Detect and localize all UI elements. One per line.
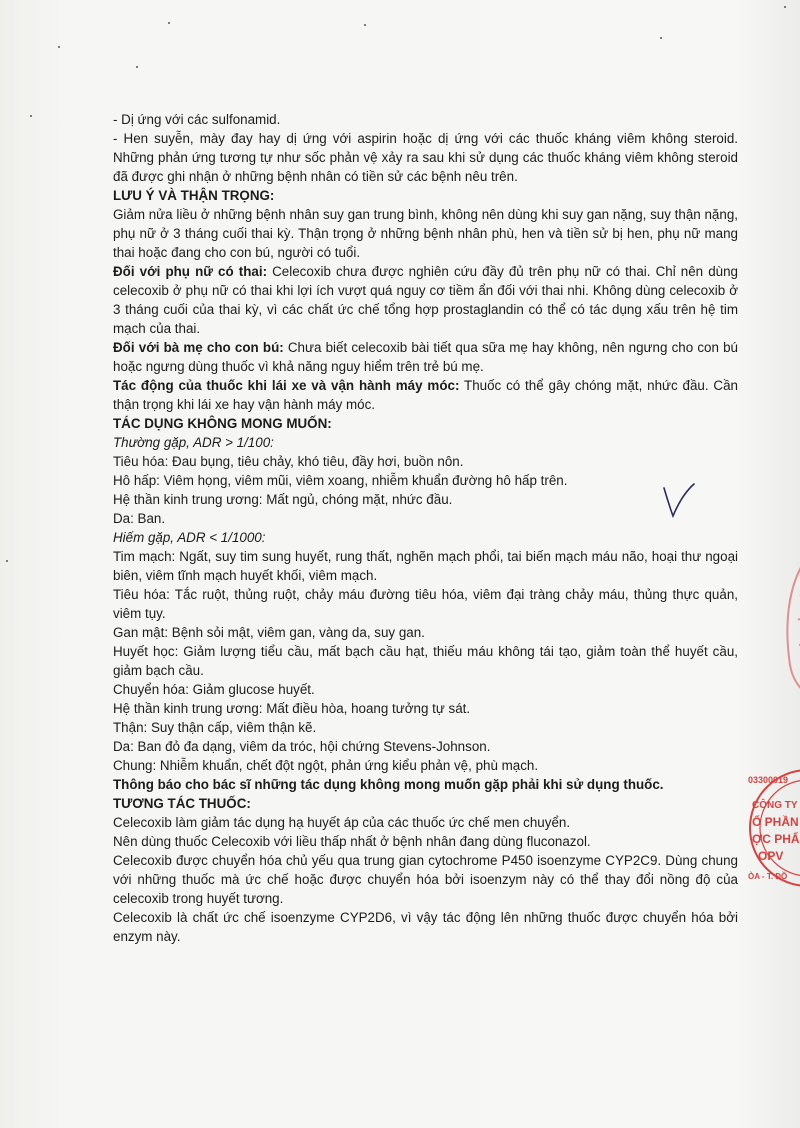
lactation-paragraph — [113, 338, 738, 376]
rare-general: Chung: Nhiễm khuẩn, chết đột ngột, phản ứng kiểu phản vệ, phù mạch. — [113, 758, 539, 773]
interaction-cyp2d6: Celecoxib là chất ức chế isoenzyme CYP2D6, vì vậy tác động lên những thuốc được chuyển hóa bởi enzym này. — [113, 910, 738, 944]
scan-speck — [136, 66, 138, 68]
interaction-fluconazol: Nên dùng thuốc Celecoxib với liều thấp nhất ở bệnh nhân đang dùng fluconazol. — [113, 834, 591, 849]
common-skin: Da: Ban. — [113, 511, 166, 526]
interaction-cyp2c9: Celecoxib được chuyển hóa chủ yếu qua trung gian cytochrome P450 isoenzyme CYP2C9. Dùng chung với những thuốc mà ức chế hoặc được chuyển hóa bởi isoenzym này có thể thay đổi nồng độ của celecoxib trong huyết tương. — [113, 853, 738, 906]
driving-text: Thuốc có thể gây chóng mặt, nhức đầu. Cần thận trọng khi lái xe hay vận hành máy móc. — [113, 378, 738, 412]
lactation-label: Đối với bà mẹ cho con bú: — [113, 340, 284, 355]
heading-adverse-effects: TÁC DỤNG KHÔNG MONG MUỐN: — [113, 416, 332, 431]
check-mark-icon — [660, 480, 700, 522]
document-body — [113, 110, 738, 946]
notify-doctor: Thông báo cho bác sĩ những tác dụng không mong muốn gặp phải khi sử dụng thuốc. — [113, 777, 664, 792]
scan-speck — [784, 6, 786, 8]
rare-hematology: Huyết học: Giảm lượng tiểu cầu, mất bạch cầu hạt, thiếu máu không tái tạo, giảm toàn thể huyết cầu, giảm bạch cầu. — [113, 644, 738, 678]
pregnancy-text: Celecoxib chưa được nghiên cứu đầy đủ trên phụ nữ có thai. Chỉ nên dùng celecoxib ở phụ nữ có thai khi lợi ích vượt quá nguy cơ tiềm ẩn đối với thai nhi. Không dùng celecoxib ở 3 tháng cuối của thai kỳ, vì các chất ức chế tổng hợp prostaglandin có thể có tác dụng xấu trên hệ tim mạch của thai. — [113, 264, 739, 336]
scan-speck — [6, 560, 8, 562]
scan-speck — [58, 46, 60, 48]
company-stamp — [738, 766, 800, 890]
contraindication-sulfonamid: - Dị ứng với các sulfonamid. — [113, 112, 281, 127]
interaction-ace: Celecoxib làm giảm tác dụng hạ huyết áp của các thuốc ức chế men chuyển. — [113, 815, 571, 830]
rare-kidney: Thận: Suy thận cấp, viêm thận kẽ. — [113, 720, 317, 735]
scan-speck — [660, 37, 662, 39]
driving-paragraph — [113, 376, 738, 414]
common-cns: Hệ thần kinh trung ương: Mất ngủ, chóng mặt, nhức đầu. — [113, 492, 453, 507]
pregnancy-paragraph — [113, 262, 738, 338]
scan-speck — [364, 24, 366, 26]
rare-digestive: Tiêu hóa: Tắc ruột, thủng ruột, chảy máu đường tiêu hóa, viêm đại tràng chảy máu, thủng thực quản, viêm tụy. — [113, 587, 738, 621]
stamp-line-company: CÔNG TY — [752, 800, 798, 811]
stamp-number: 03300019 — [748, 775, 789, 785]
stamp-fragment-icon — [770, 555, 800, 695]
scan-speck — [30, 115, 32, 117]
rare-hepatobiliary: Gan mật: Bệnh sỏi mật, viêm gan, vàng da, suy gan. — [113, 625, 425, 640]
driving-label: Tác động của thuốc khi lái xe và vận hành máy móc: — [113, 378, 460, 393]
stamp-line-address: ÒA - T. ĐỒ — [748, 872, 788, 881]
rare-skin: Da: Ban đỏ đa dạng, viêm da tróc, hội chứng Stevens-Johnson. — [113, 739, 491, 754]
common-respiratory: Hô hấp: Viêm họng, viêm mũi, viêm xoang, nhiễm khuẩn đường hô hấp trên. — [113, 473, 568, 488]
rare-label: Hiếm gặp, ADR < 1/1000: — [113, 530, 266, 545]
rare-metabolism: Chuyển hóa: Giảm glucose huyết. — [113, 682, 315, 697]
scan-speck — [168, 22, 170, 24]
common-label: Thường gặp, ADR > 1/100: — [113, 435, 274, 450]
stamp-line-share: Ổ PHẦN — [752, 815, 799, 829]
heading-interactions: TƯƠNG TÁC THUỐC: — [113, 796, 251, 811]
stamp-line-pharma: ỢC PHẨ — [752, 832, 800, 846]
stamp-line-opv: OPV — [758, 849, 784, 863]
lactation-text: Chưa biết celecoxib bài tiết qua sữa mẹ hay không, nên ngưng cho con bú hoặc ngưng dùng thuốc vì khả năng nguy hiểm trên trẻ bú mẹ. — [113, 340, 738, 374]
precautions-text: Giảm nửa liều ở những bệnh nhân suy gan trung bình, không nên dùng khi suy gan nặng, suy thận nặng, phụ nữ ở 3 tháng cuối thai kỳ. Thận trọng ở những bệnh nhân phù, hen và tiền sử bị hen, phụ nữ mang thai hoặc đang cho con bú, người có tuổi. — [113, 207, 738, 260]
common-digestive: Tiêu hóa: Đau bụng, tiêu chảy, khó tiêu, đầy hơi, buồn nôn. — [113, 454, 464, 469]
rare-cardiovascular: Tim mạch: Ngất, suy tim sung huyết, rung thất, nghẽn mạch phổi, tai biến mạch máu não, hoại thư ngoại biên, viêm tĩnh mạch huyết khối, viêm mạch. — [113, 549, 738, 583]
rare-cns: Hệ thần kinh trung ương: Mất điều hòa, hoang tưởng tự sát. — [113, 701, 471, 716]
pregnancy-label: Đối với phụ nữ có thai: — [113, 264, 268, 279]
heading-precautions: LƯU Ý VÀ THẬN TRỌNG: — [113, 188, 275, 203]
contraindication-asthma: - Hen suyễn, mày đay hay dị ứng với aspirin hoặc dị ứng với các thuốc kháng viêm không steroid. Những phản ứng tương tự như sốc phản vệ xảy ra sau khi sử dụng các thuốc kháng viêm không steroid đã được ghi nhận ở những bệnh nhân có tiền sử các bệnh nêu trên. — [113, 131, 738, 184]
